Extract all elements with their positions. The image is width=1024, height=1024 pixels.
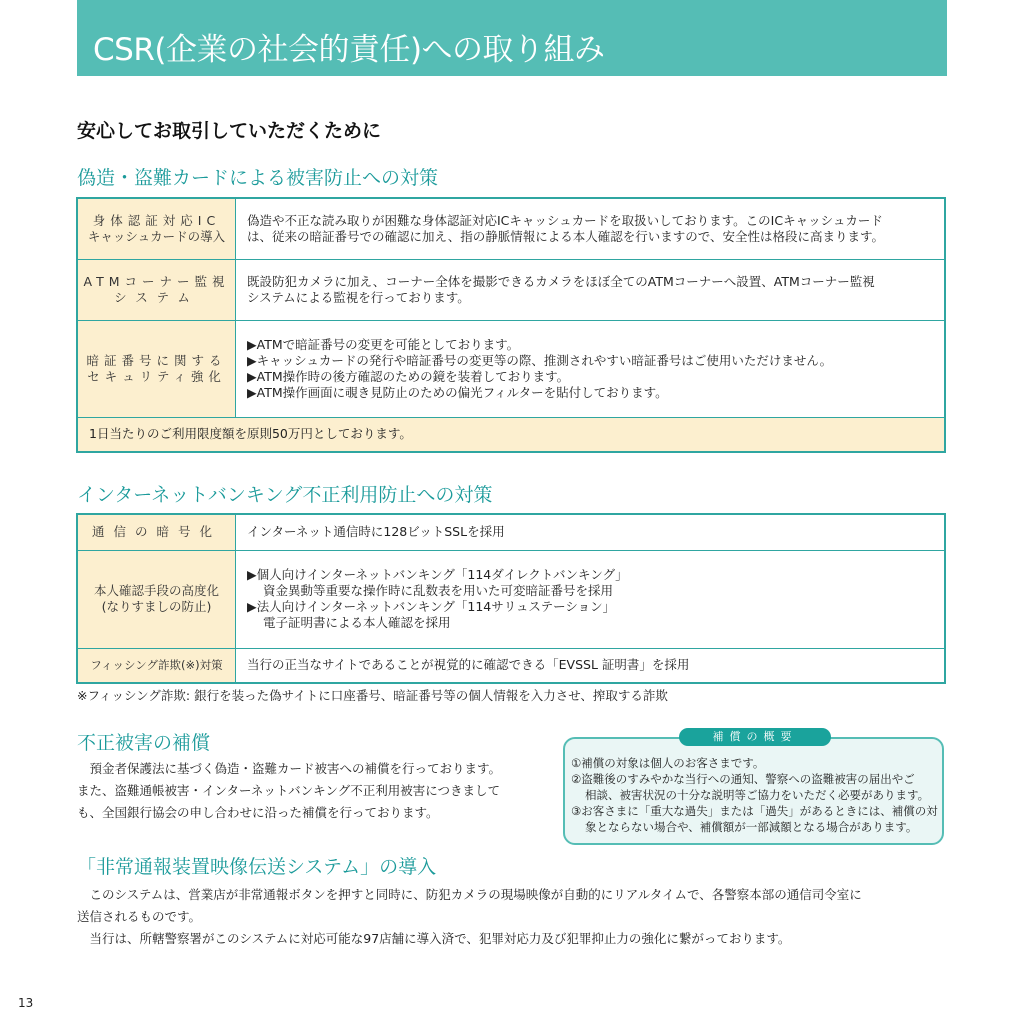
video-system-heading: 「非常通報装置映像伝送システム」の導入	[77, 856, 437, 878]
compensation-heading: 不正被害の補償	[77, 732, 211, 754]
row-label: 身体認証対応IC キャッシュカードの導入	[77, 198, 236, 259]
compensation-paragraph: 預金者保護法に基づく偽造・盗難カード被害への補償を行っております。 また、盗難通帳被害・インターネットバンキング不正利用被害につきまして も、全国銀行協会の申し合わせに沿った補償を行っております。	[77, 761, 502, 820]
row-content: 偽造や不正な読み取りが困難な身体認証対応ICキャッシュカードを取扱いしております。このICキャッシュカード は、従来の暗証番号での確認に加え、指の静脈情報による本人確認を行いますので、安全性は格段に高まります。	[236, 198, 946, 259]
table-row	[77, 320, 945, 417]
card-fraud-heading: 偽造・盗難カードによる被害防止への対策	[77, 167, 439, 189]
row-label: ATMコーナー監視 システム	[77, 259, 236, 320]
video-system-paragraph: このシステムは、営業店が非常通報ボタンを押すと同時に、防犯カメラの現場映像が自動的にリアルタイムで、各警察本部の通信司令室に 送信されるものです。 当行は、所轄警察署がこのシステムに対応可能な97店舗に導入済で、犯罪対応力及び犯罪抑止力の強化に繋がっております。	[77, 887, 862, 946]
table-row	[77, 648, 945, 683]
row-label: フィッシング詐欺(※)対策	[77, 648, 236, 683]
row-content: 既設防犯カメラに加え、コーナー全体を撮影できるカメラをほぼ全てのATMコーナーへ設置、ATMコーナー監視 システムによる監視を行っております。	[236, 259, 946, 320]
row-content: インターネット通信時に128ビットSSLを採用	[236, 514, 946, 550]
card-fraud-table	[76, 197, 946, 453]
internet-banking-table	[76, 513, 946, 684]
row-label: 本人確認手段の高度化 (なりすましの防止)	[77, 550, 236, 648]
page-title: CSR(企業の社会的責任)への取り組み	[93, 32, 605, 68]
section-subtitle: 安心してお取引していただくために	[77, 120, 382, 142]
table-row	[77, 514, 945, 550]
limit-note: 1日当たりのご利用限度額を原則50万円としております。	[77, 417, 945, 452]
table-row	[77, 550, 945, 648]
table-row	[77, 259, 945, 320]
compensation-summary-tag: 補償の概要	[679, 728, 831, 746]
row-content: ▶個人向けインターネットバンキング「114ダイレクトバンキング」 資金異動等重要な操作時に乱数表を用いた可変暗証番号を採用 ▶法人向けインターネットバンキング「114サリュステーション」 電子証明書による本人確認を採用	[236, 550, 946, 648]
table-row	[77, 198, 945, 259]
title-banner	[77, 0, 947, 76]
row-label: 暗証番号に関する セキュリティ強化	[77, 320, 236, 417]
compensation-summary-list: ①補償の対象は個人のお客さまです。 ②盗難後のすみやかな当行への通知、警察への盗難被害の届出やご 相談、被害状況の十分な説明等ご協力をいただく必要があります。 ③お客さまに「重大な過失」または「過失」があるときには、補償の対 象とならない場合や、補償額が一部減額となる場合があります。	[571, 756, 938, 834]
internet-banking-heading: インターネットバンキング不正利用防止への対策	[77, 484, 493, 506]
row-label: 通信の暗号化	[77, 514, 236, 550]
page-number: 13	[18, 996, 34, 1010]
table-row	[77, 417, 945, 452]
row-content: ▶ATMで暗証番号の変更を可能としております。 ▶キャッシュカードの発行や暗証番号の変更等の際、推測されやすい暗証番号はご使用いただけません。 ▶ATM操作時の後方確認のための鏡を装着しております。 ▶ATM操作画面に覗き見防止のための偏光フィルターを貼付しております。	[236, 320, 946, 417]
phishing-footnote: ※フィッシング詐欺: 銀行を装った偽サイトに口座番号、暗証番号等の個人情報を入力させ、搾取する詐欺	[77, 688, 668, 703]
row-content: 当行の正当なサイトであることが視覚的に確認できる「EVSSL 証明書」を採用	[236, 648, 946, 683]
